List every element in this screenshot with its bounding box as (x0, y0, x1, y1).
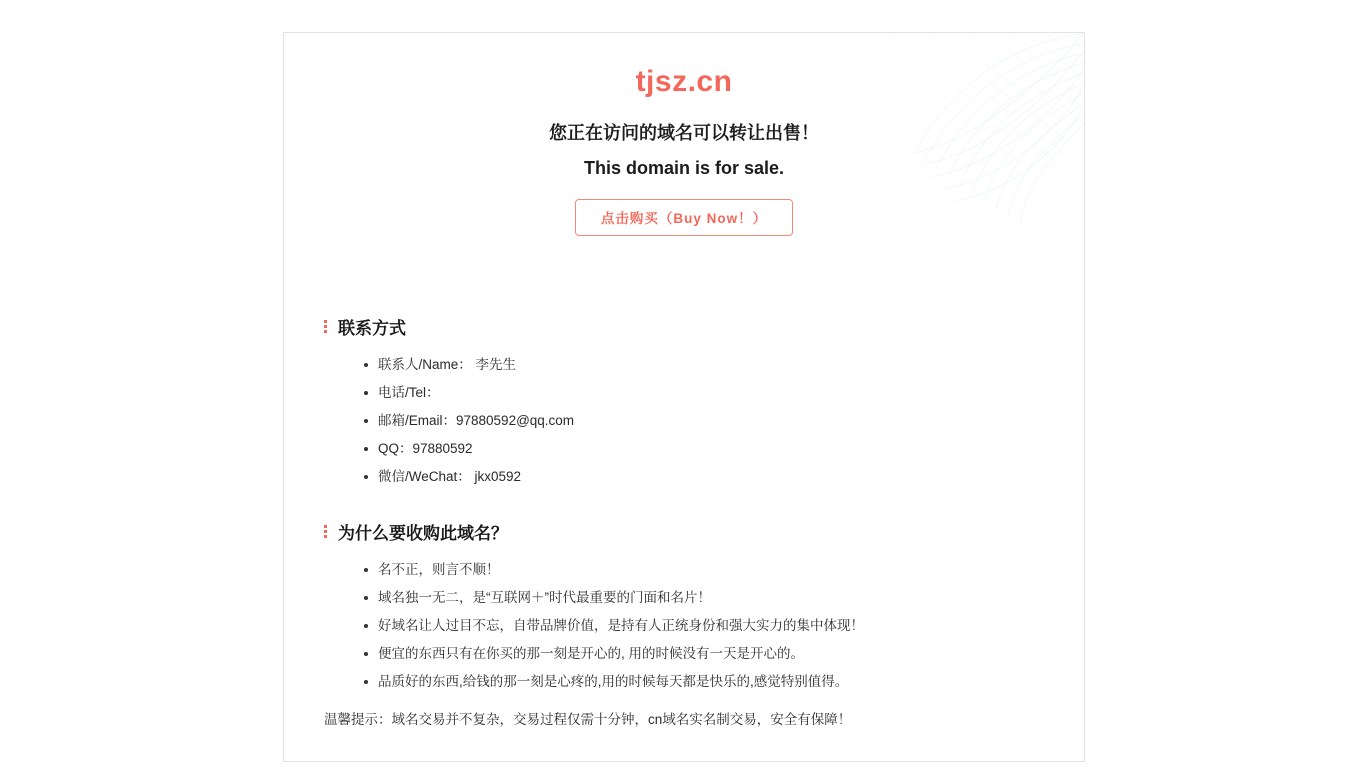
vertical-dots-icon (324, 318, 328, 335)
why-buy-section-header (324, 519, 1084, 544)
footer-note: 温馨提示：域名交易并不复杂，交易过程仅需十分钟，cn域名实名制交易，安全有保障！ (324, 712, 852, 727)
why-buy-list (324, 556, 1084, 696)
list-item: 电话/Tel： (378, 379, 1084, 407)
why-buy-section-title: 为什么要收购此域名？ (338, 524, 508, 543)
domain-sale-card (283, 32, 1085, 762)
list-item: QQ：97880592 (378, 435, 1084, 463)
list-item: 邮箱/Email：97880592@qq.com (378, 407, 1084, 435)
buy-button-container (284, 179, 1084, 236)
list-item: 联系人/Name： 李先生 (378, 351, 1084, 379)
headline-english: This domain is for sale. (583, 158, 785, 178)
list-item: 名不正，则言不顺！ (378, 556, 1084, 584)
contact-section-title: 联系方式 (338, 319, 406, 338)
buy-now-button[interactable]: 点击购买（Buy Now！） (575, 199, 793, 236)
contact-section (284, 236, 1084, 491)
vertical-dots-icon (324, 523, 328, 540)
contact-list (324, 351, 1084, 491)
why-buy-section (284, 491, 1084, 696)
domain-name-title: tjsz.cn (635, 65, 733, 98)
list-item: 便宜的东西只有在你买的那一刻是开心的, 用的时候没有一天是开心的。 (378, 640, 1084, 668)
headline-chinese: 您正在访问的域名可以转让出售！ (549, 123, 819, 143)
list-item: 微信/WeChat： jkx0592 (378, 463, 1084, 491)
list-item: 好域名让人过目不忘，自带品牌价值，是持有人正统身份和强大实力的集中体现！ (378, 612, 1084, 640)
contact-section-header (324, 314, 1084, 339)
list-item: 品质好的东西,给钱的那一刻是心疼的,用的时候每天都是快乐的,感觉特别值得。 (378, 668, 1084, 696)
list-item: 域名独一无二，是“互联网＋”时代最重要的门面和名片！ (378, 584, 1084, 612)
